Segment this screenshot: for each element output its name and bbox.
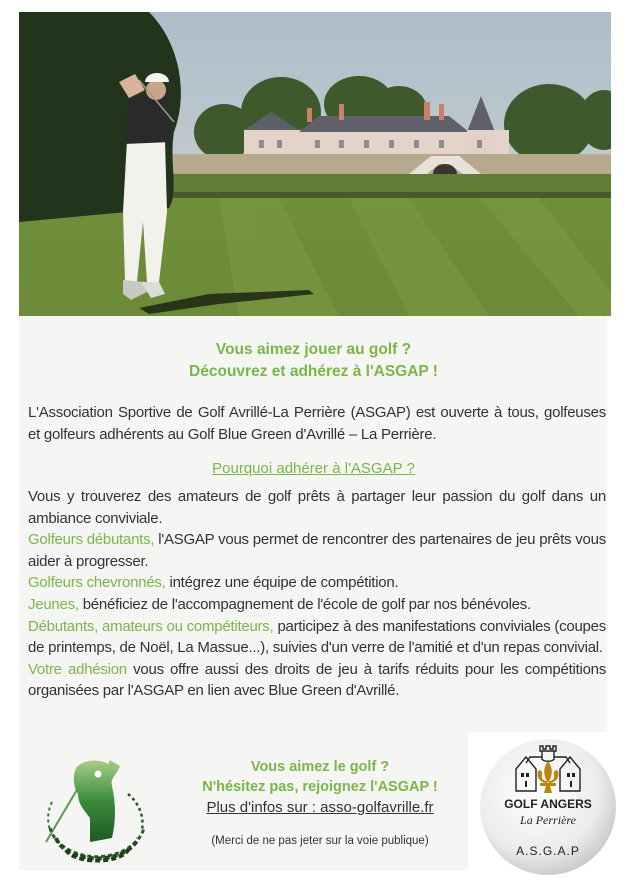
- golfer-ball-logo-icon: [38, 758, 156, 864]
- website-link[interactable]: Plus d'infos sur : asso-golfavrille.fr: [206, 799, 434, 816]
- benefit-paragraph: [28, 594, 606, 616]
- headline-line-2: Découvrez et adhérez à l'ASGAP !: [189, 363, 438, 380]
- hedge-shadow: [169, 192, 611, 198]
- benefit-highlight: Jeunes,: [28, 595, 79, 613]
- benefit-text: bénéficiez de l'accompagnement de l'école de golf par nos bénévoles.: [78, 595, 531, 613]
- benefit-text: l'ASGAP vous permet de rencontrer des partenaires de jeu prêts vous aider à progresser.: [28, 531, 606, 570]
- benefit-paragraph: [28, 616, 606, 659]
- cta-line-1: Vous aimez le golf ?: [250, 759, 390, 775]
- golf-course-scene: [19, 12, 611, 316]
- benefit-highlight: Débutants, amateurs ou compétiteurs,: [28, 617, 274, 635]
- benefit-paragraph: [28, 659, 606, 702]
- benefit-highlight: Golfeurs chevronnés,: [28, 574, 166, 592]
- benefit-highlight: Golfeurs débutants,: [28, 531, 155, 549]
- benefit-text: vous offre aussi des droits de jeu à tarifs réduits pour les compétitions organisées par l'ASGAP en lien avec Blue Green d'Avrillé.: [28, 660, 607, 700]
- intro-paragraph: L'Association Sportive de Golf Avrillé-La Perrière (ASGAP) est ouverte à tous, golfeuses et golfeurs adhérents au Golf Blue Green d'Avrillé – La Perrière.: [28, 404, 606, 443]
- benefit-text: Vous y trouverez des amateurs de golf prêts à partager leur passion du golf dans un ambiance conviviale.: [28, 488, 606, 527]
- why-join-heading: Pourquoi adhérer à l'ASGAP ?: [212, 460, 415, 477]
- benefit-text: participez à des manifestations conviviales (coupes de printemps, de Noël, La Massue...), suivies d'un verre de l'amitié et d'un repas convivial.: [28, 617, 606, 657]
- benefit-paragraph: [28, 572, 606, 594]
- hedge: [169, 174, 611, 194]
- benefit-text: intégrez une équipe de compétition.: [165, 574, 399, 592]
- hero-photo: [19, 12, 611, 316]
- ball-title: GOLF ANGERS: [504, 797, 592, 811]
- benefits-list: [28, 486, 606, 702]
- benefit-paragraph: [28, 486, 606, 529]
- benefit-highlight: Votre adhésion: [28, 660, 127, 678]
- cta-line-2: N'hésitez pas, rejoignez l'ASGAP !: [202, 779, 438, 795]
- disposal-note: (Merci de ne pas jeter sur la voie publique): [211, 835, 429, 847]
- ball-subtitle: La Perrière: [520, 813, 576, 827]
- benefit-paragraph: [28, 529, 606, 572]
- headline-line-1: Vous aimez jouer au golf ?: [215, 341, 412, 358]
- ball-acronym: A.S.G.A.P: [516, 844, 580, 858]
